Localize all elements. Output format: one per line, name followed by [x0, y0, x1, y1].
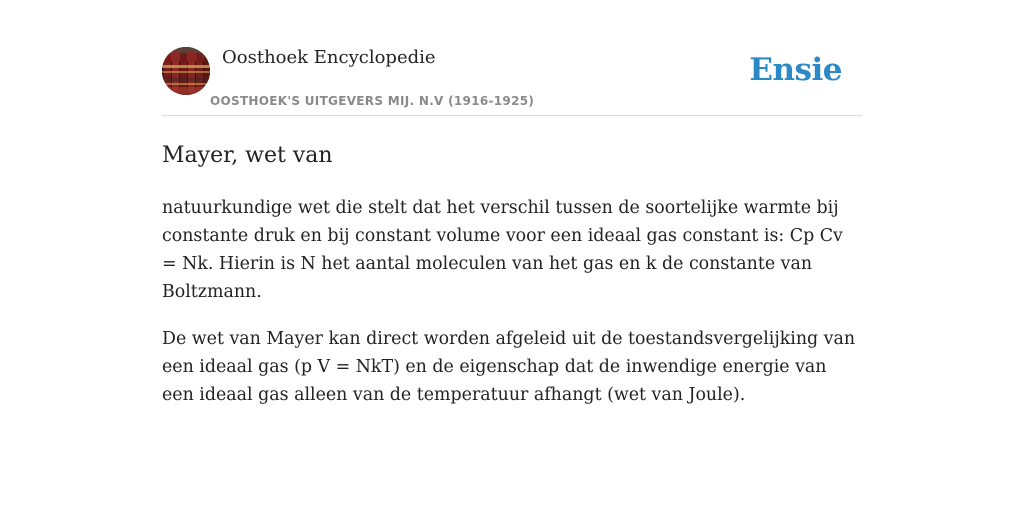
source-subtitle: OOSTHOEK'S UITGEVERS MIJ. N.V (1916-1925)	[210, 94, 535, 108]
entry-paragraph: natuurkundige wet die stelt dat het verschil tussen de soortelijke warmte bij constante druk en bij constant volume voor een ideaal gas constant is: Cp Cv = Nk. Hierin is N het aantal moleculen van het gas en k de constante van Boltzmann.	[162, 198, 843, 302]
source-avatar[interactable]	[162, 47, 210, 95]
source-title[interactable]: Oosthoek Encyclopedie	[222, 47, 436, 68]
header	[162, 0, 862, 116]
brand-logo-link[interactable]: Ensie	[749, 52, 842, 88]
books-avatar-icon	[162, 47, 210, 95]
entry-paragraph: De wet van Mayer kan direct worden afgeleid uit de toestandsvergelijking van een ideaal gas (p V = NkT) en de eigenschap dat de inwendige energie van een ideaal gas alleen van de temperatuur afhangt (wet van Joule).	[162, 329, 856, 405]
entry-title: Mayer, wet van	[162, 143, 333, 168]
entry-content	[162, 194, 862, 409]
page	[162, 0, 862, 409]
